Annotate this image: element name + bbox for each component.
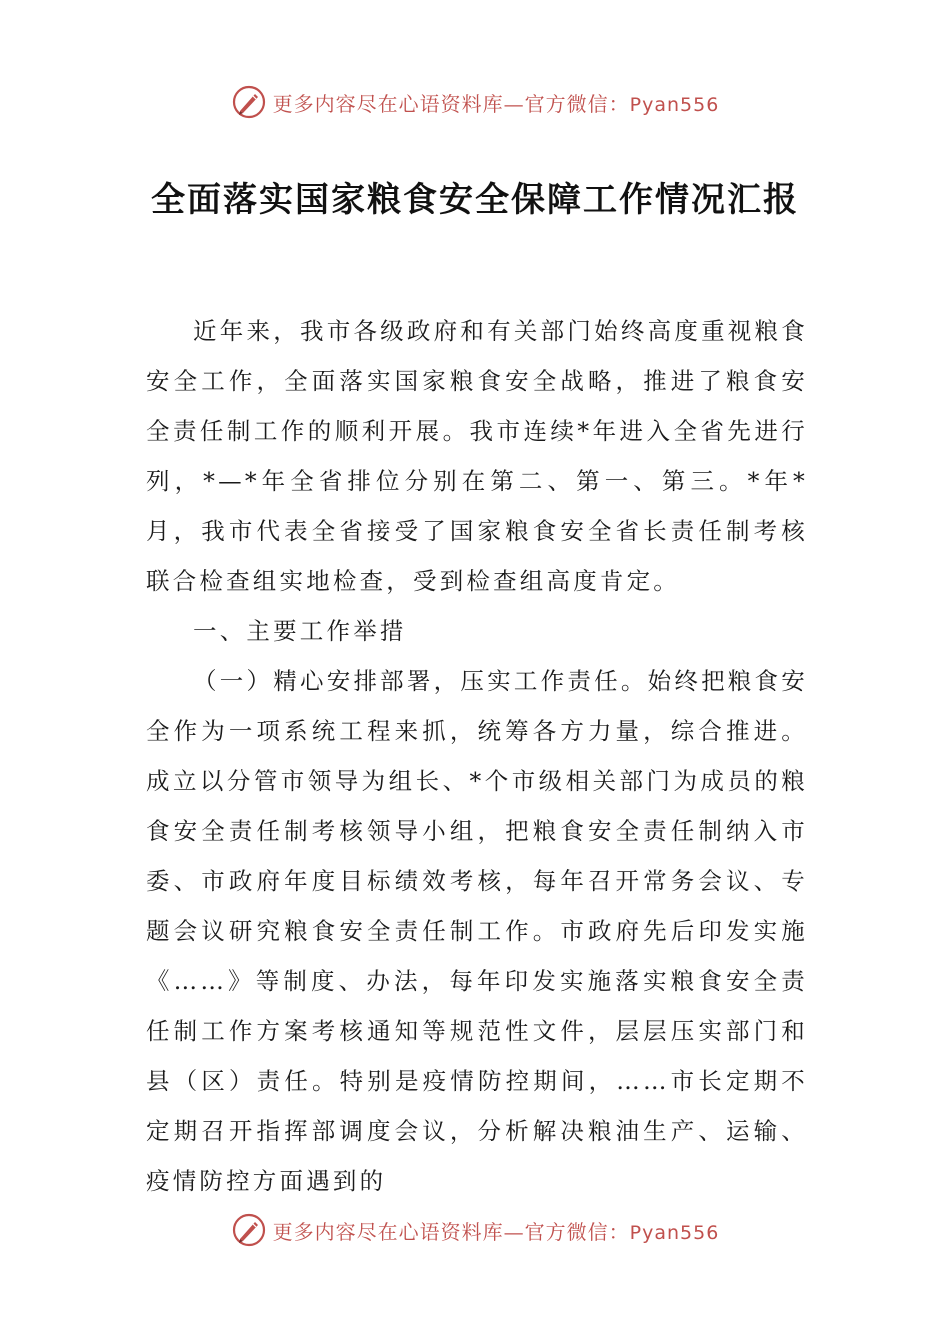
paragraph-measure-1: （一）精心安排部署，压实工作责任。始终把粮食安全作为一项系统工程来抓，统筹各方力量，综合推进。成立以分管市领导为组长、*个市级相关部门为成员的粮食安全责任制考核领导小组，把粮食安全责任制纳入市委、市政府年度目标绩效考核，每年召开常务会议、专题会议研究粮食安全责任制工作。市政府先后印发实施《……》等制度、办法，每年印发实施落实粮食安全责任制工作方案考核通知等规范性文件，层层压实部门和县（区）责任。特别是疫情防控期间，……市长定期不定期召开指挥部调度会议，分析解决粮油生产、运输、疫情防控方面遇到的 [146, 667, 808, 1195]
paragraph-intro: 近年来，我市各级政府和有关部门始终高度重视粮食安全工作，全面落实国家粮食安全战略，推进了粮食安全责任制工作的顺利开展。我市连续*年进入全省先进行列，*—*年全省排位分别在第二、第一、第三。*年*月，我市代表全省接受了国家粮食安全省长责任制考核联合检查组实地检查，受到检查组高度肯定。 [146, 317, 808, 595]
watermark-text: 更多内容尽在心语资料库—官方微信： [272, 91, 630, 116]
watermark-handle: Pyan556 [629, 1221, 720, 1244]
section-heading: 一、主要工作举措 [193, 617, 407, 645]
pen-circle-logo-icon [231, 1212, 267, 1248]
document-title: 全面落实国家粮食安全保障工作情况汇报 [151, 180, 799, 220]
footer-watermark [0, 1210, 950, 1250]
header-watermark [0, 82, 950, 122]
watermark-handle: Pyan556 [629, 93, 720, 116]
document-body [146, 306, 808, 1206]
pen-circle-logo-icon [231, 84, 267, 120]
watermark-text: 更多内容尽在心语资料库—官方微信： [272, 1219, 630, 1244]
